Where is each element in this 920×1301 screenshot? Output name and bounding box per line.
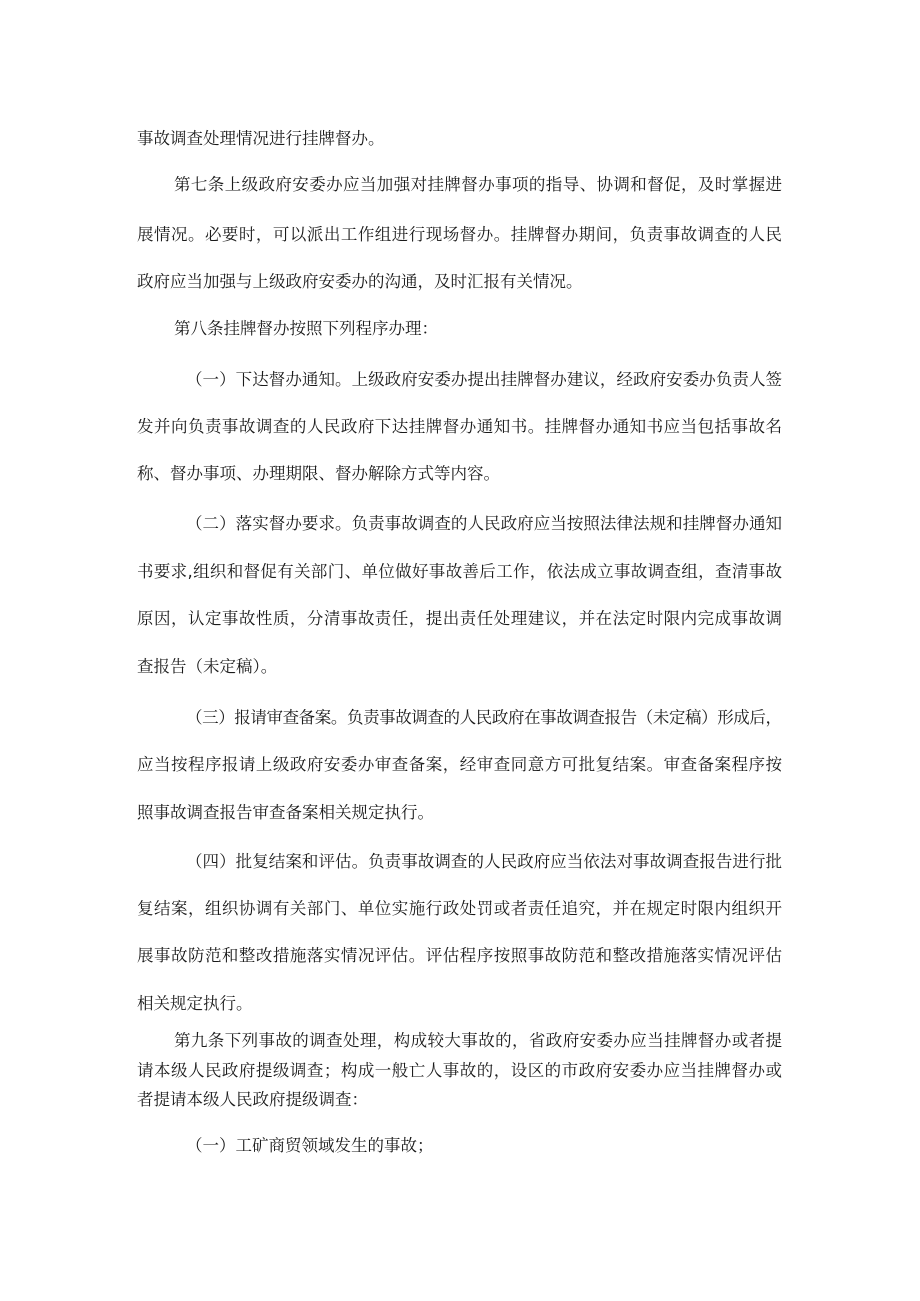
text-line: 书要求,组织和督促有关部门、单位做好事故善后工作，依法成立事故调查组，查清事故 xyxy=(137,562,783,581)
text-line: 称、督办事项、办理期限、督办解除方式等内容。 xyxy=(137,464,500,483)
text-line: 查报告（未定稿）。 xyxy=(137,657,278,676)
text-line: 第七条上级政府安委办应当加强对挂牌督办事项的指导、协调和督促，及时掌握进 xyxy=(174,175,783,194)
text-line: 第九条下列事故的调查处理，构成较大事故的，省政府安委办应当挂牌督办或者提 xyxy=(174,1031,783,1050)
text-line: （二）落实督办要求。负责事故调查的人民政府应当按照法律法规和挂牌督办通知 xyxy=(186,514,783,533)
text-line: 政府应当加强与上级政府安委办的沟通，及时汇报有关情况。 xyxy=(137,272,583,291)
text-line: 展事故防范和整改措施落实情况评估。评估程序按照事故防范和整改措施落实情况评估 xyxy=(137,946,783,965)
text-line: 相关规定执行。 xyxy=(137,994,253,1013)
text-line: 复结案，组织协调有关部门、单位实施行政处罚或者责任追究，并在规定时限内组织开 xyxy=(137,899,783,918)
text-line: 第八条挂牌督办按照下列程序办理： xyxy=(174,319,438,338)
text-line: （四）批复结案和评估。负责事故调查的人民政府应当依法对事故调查报告进行批 xyxy=(186,852,783,871)
text-line: 原因，认定事故性质，分清事故责任，提出责任处理建议，并在法定时限内完成事故调 xyxy=(137,609,783,628)
text-line: 照事故调查报告审查备案相关规定执行。 xyxy=(137,803,434,822)
text-line: 发并向负责事故调查的人民政府下达挂牌督办通知书。挂牌督办通知书应当包括事故名 xyxy=(137,417,783,436)
text-line: （一）下达督办通知。上级政府安委办提出挂牌督办建议，经政府安委办负责人签 xyxy=(186,370,783,389)
text-line: （一）工矿商贸领域发生的事故； xyxy=(186,1136,434,1155)
text-line: 展情况。必要时，可以派出工作组进行现场督办。挂牌督办期间，负责事故调查的人民 xyxy=(137,225,783,244)
text-line: 事故调查处理情况进行挂牌督办。 xyxy=(137,129,385,148)
text-line: 请本级人民政府提级调查；构成一般亡人事故的，设区的市政府安委办应当挂牌督办或 xyxy=(137,1061,783,1080)
text-line: 者提请本级人民政府提级调查： xyxy=(137,1090,368,1109)
text-line: （三）报请审查备案。负责事故调查的人民政府在事故调查报告（未定稿）形成后， xyxy=(186,708,782,727)
text-line: 应当按程序报请上级政府安委办审查备案，经审查同意方可批复结案。审查备案程序按 xyxy=(137,755,783,774)
